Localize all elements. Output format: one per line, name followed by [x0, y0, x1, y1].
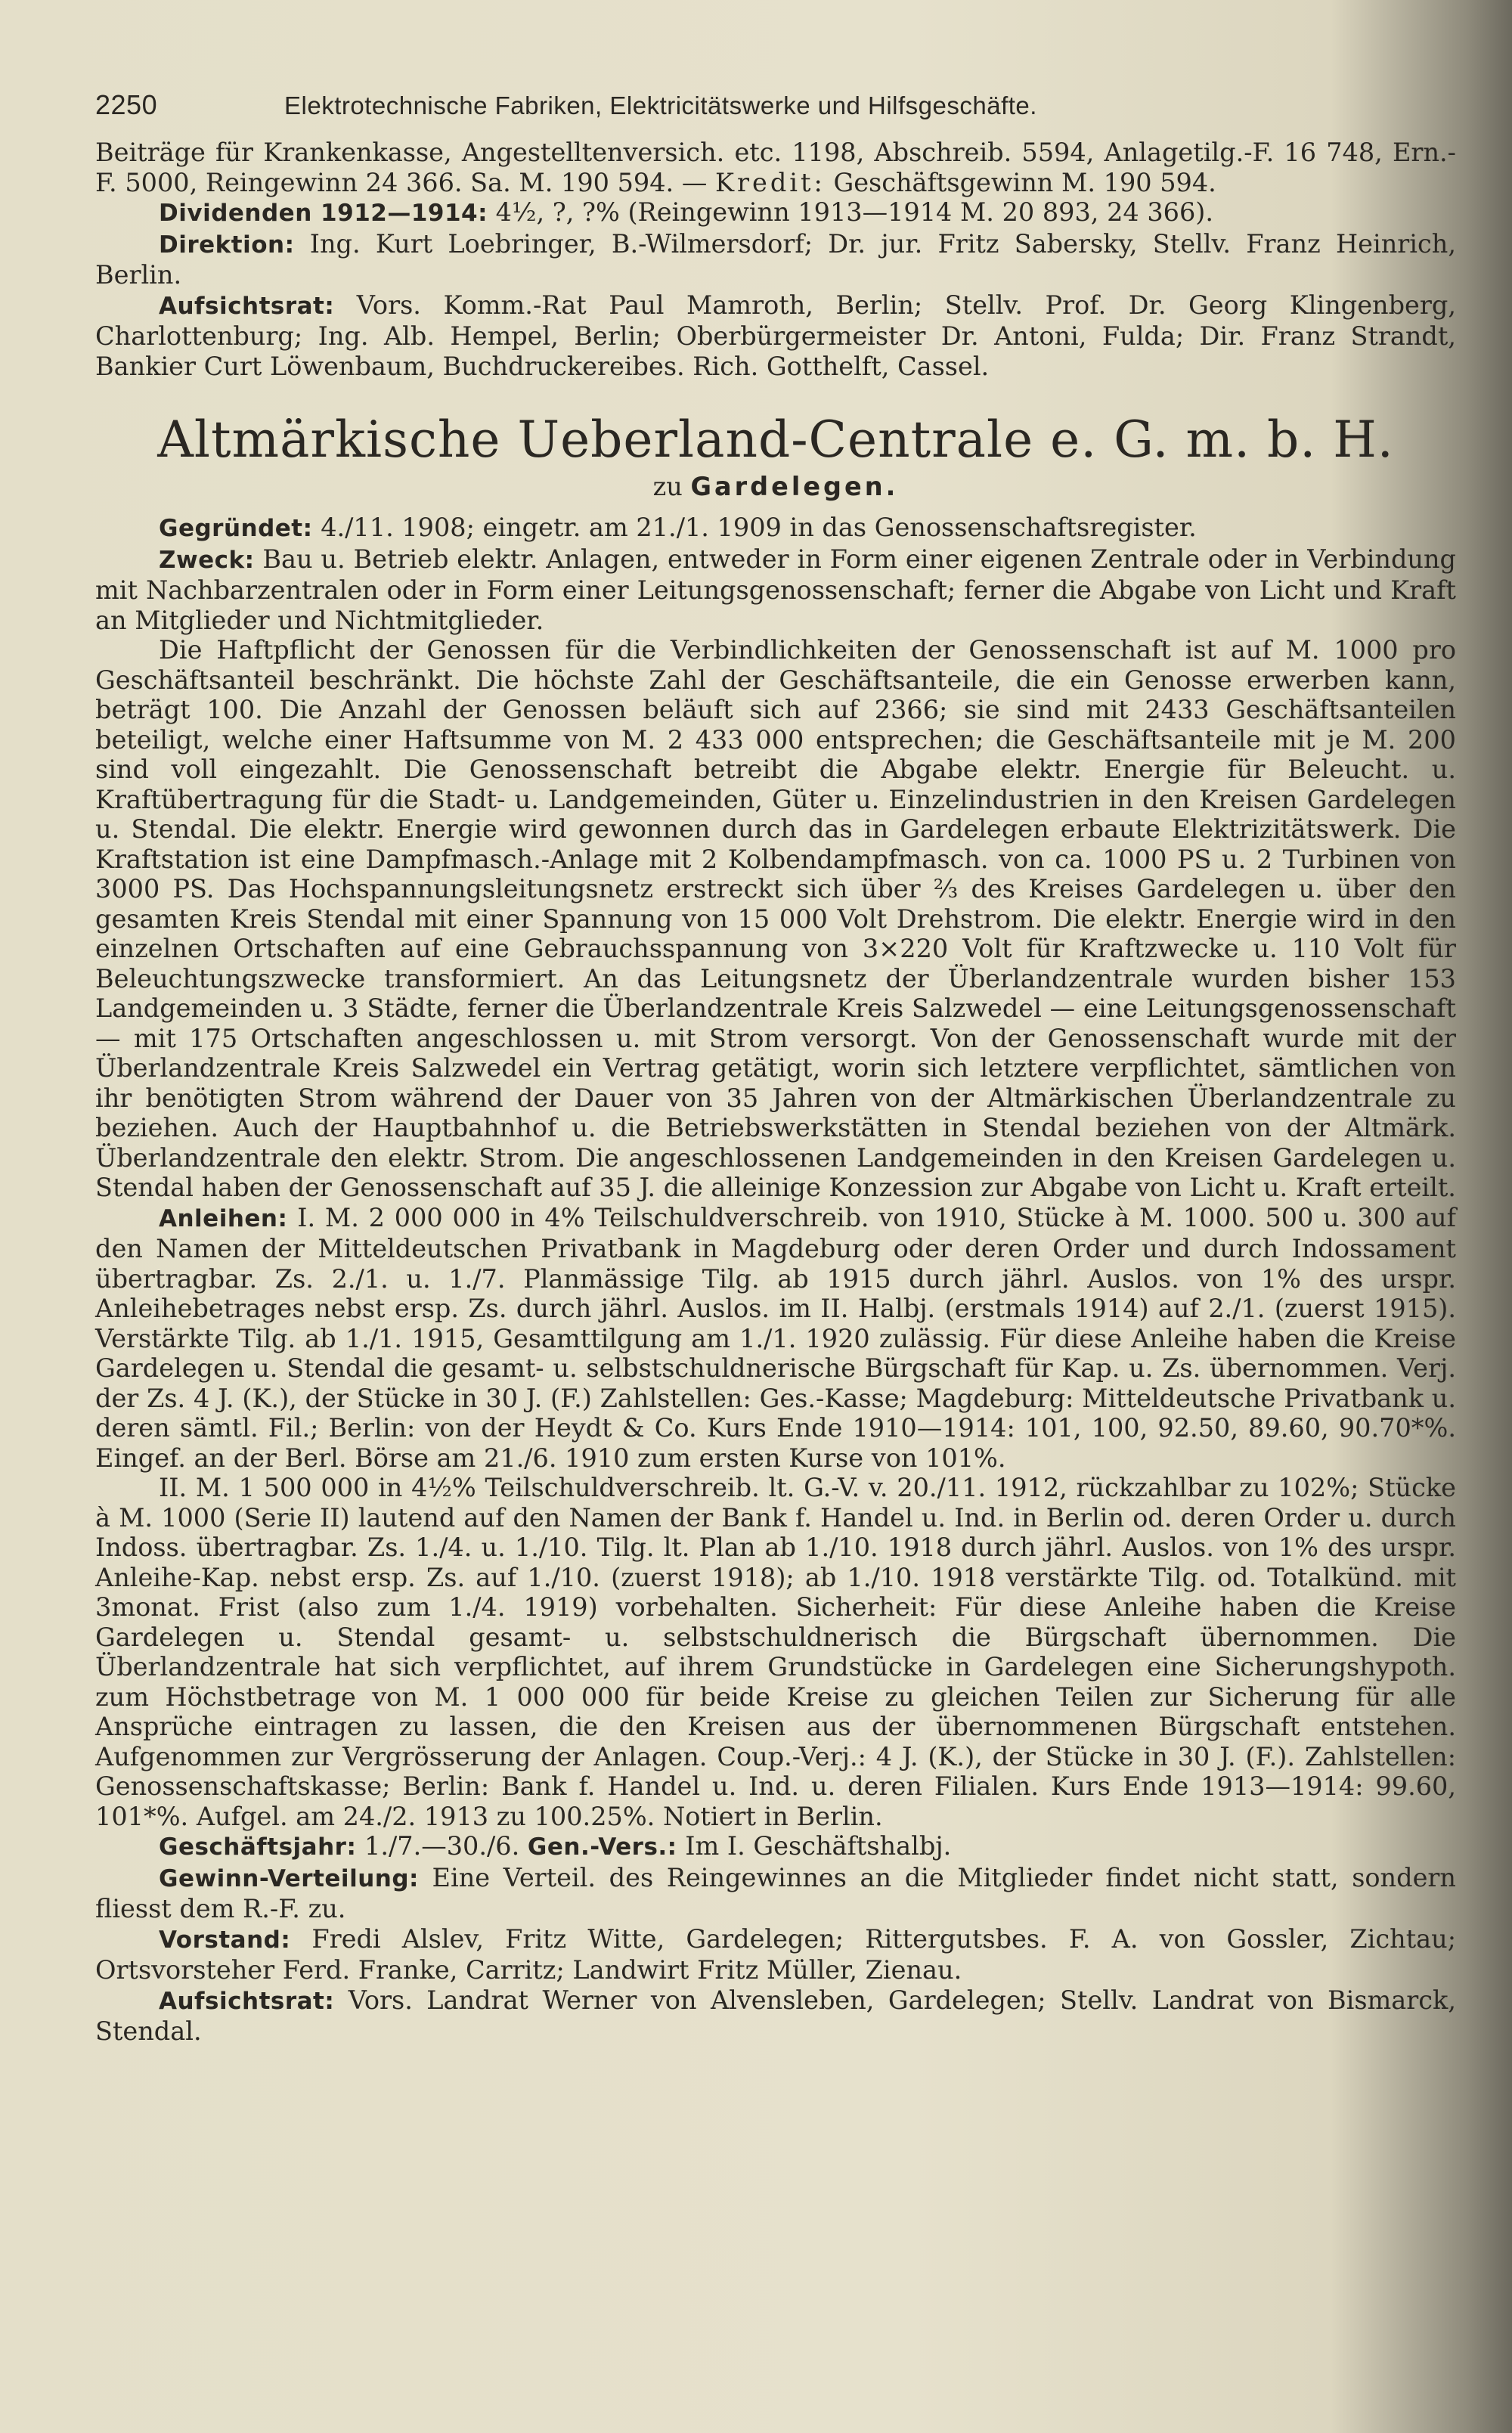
company-subtitle [95, 472, 1456, 502]
geschaeftsjahr-paragraph [95, 1831, 1456, 1863]
genvers-text: Im I. Geschäftshalbj. [685, 1831, 952, 1861]
aufsichtsrat-text: Vors. Landrat Werner von Alvensleben, Gardelegen; Stellv. Landrat von Bismarck, Stendal. [95, 1985, 1456, 2046]
gegruendet-text: 4./11. 1908; eingetr. am 21./1. 1909 in das Genossenschaftsregister. [321, 513, 1197, 542]
financial-summary-paragraph [95, 138, 1456, 197]
gegruendet-label: Gegründet: [159, 515, 313, 542]
running-title: Elektrotechnische Fabriken, Elektricitätswerke und Hilfsgeschäfte. [284, 91, 1037, 119]
aufsichtsrat-paragraph [95, 1985, 1456, 2047]
zweck-paragraph [95, 544, 1456, 636]
anleihen-text: I. M. 2 000 000 in 4% Teilschuldverschreib. von 1910, Stücke à M. 1000. 500 u. 300 auf den Namen der Mitteldeutschen Privatbank in Magdeburg oder deren Order und durch Indossament übertragbar. Zs. 2./1. u. 1./7. Planmässige Tilg. ab 1915 durch jährl. Auslos. von 1% des urspr. Anleihebetrages nebst ersp. Zs. durch jährl. Auslos. im II. Halbj. (erstmals 1914) auf 2./1. (zuerst 1915). Verstärkte Tilg. ab 1./1. 1915, Gesamttilgung am 1./1. 1920 zulässig. Für diese Anleihe haben die Kreise Gardelegen u. Stendal die gesamt- u. selbstschuldnerische Bürgschaft für Kap. u. Zs. übernommen. Verj. der Zs. 4 J. (K.), der Stücke in 30 J. (F.) Zahlstellen: Ges.-Kasse; Magdeburg: Mitteldeutsche Privatbank u. deren sämtl. Fil.; Berlin: von der Heydt & Co. Kurs Ende 1910—1914: 101, 100, 92.50, 89.60, 90.70*%. Eingef. an der Berl. Börse am 21./6. 1910 zum ersten Kurse von 101%. [95, 1202, 1456, 1473]
kredit-label: Kredit: [715, 167, 826, 197]
prev-aufsichtsrat-paragraph [95, 290, 1456, 382]
direktion-paragraph [95, 229, 1456, 290]
previous-entry-continuation [95, 138, 1456, 381]
page-number: 2250 [95, 89, 158, 120]
gewinn-verteilung-text: Eine Verteil. des Reingewinnes an die Mitglieder findet nicht statt, sondern fliesst dem R.-F. zu. [95, 1862, 1456, 1923]
dividenden-paragraph [95, 197, 1456, 229]
financial-summary-text: Beiträge für Krankenkasse, Angestelltenversich. etc. 1198, Abschreib. 5594, Anlagetilg.-F. 16 748, Ern.-F. 5000, Reingewinn 24 366. Sa. M. 190 594. — [95, 138, 1456, 197]
page-header [95, 89, 1456, 138]
dividenden-label: Dividenden 1912—1914: [159, 200, 488, 227]
zweck-label: Zweck: [159, 546, 255, 574]
prev-aufsichtsrat-text: Vors. Komm.-Rat Paul Mamroth, Berlin; Stellv. Prof. Dr. Georg Klingenberg, Charlottenburg; Ing. Alb. Hempel, Berlin; Oberbürgermeister Dr. Antoni, Fulda; Dir. Franz Strandt, Bankier Curt Löwenbaum, Buchdruckereibes. Rich. Gotthelft, Cassel. [95, 290, 1456, 381]
kredit-text: Geschäftsgewinn M. 190 594. [833, 167, 1216, 197]
subtitle-prefix: zu [652, 472, 683, 501]
aufsichtsrat-label: Aufsichtsrat: [159, 1987, 335, 2015]
prev-aufsichtsrat-label: Aufsichtsrat: [159, 292, 335, 320]
geschaeftsjahr-label: Geschäftsjahr: [159, 1833, 357, 1861]
company-title: Altmärkische Ueberland-Centrale e. G. m. b. H. [157, 411, 1394, 469]
subtitle-place: Gardelegen. [690, 472, 899, 501]
text-column [95, 89, 1456, 2047]
vorstand-label: Vorstand: [159, 1926, 291, 1954]
direktion-text: Ing. Kurt Loebringer, B.-Wilmersdorf; Dr. jur. Fritz Sabersky, Stellv. Franz Heinrich, Berlin. [95, 228, 1457, 290]
anleihen-label: Anleihen: [159, 1204, 288, 1232]
geschaeftsjahr-text: 1./7.—30./6. [364, 1831, 520, 1861]
anleihe-2-paragraph: II. M. 1 500 000 in 4½% Teilschuldverschreib. lt. G.-V. v. 20./11. 1912, rückzahlbar zu 102%; Stücke à M. 1000 (Serie II) lautend auf den Namen der Bank f. Handel u. Ind. in Berlin od. deren Order u. durch Indoss. übertragbar. Zs. 1./4. u. 1./10. Tilg. lt. Plan ab 1./10. 1918 durch jährl. Auslos. von 1% des urspr. Anleihe-Kap. nebst ersp. Zs. auf 1./10. (zuerst 1918); ab 1./10. 1918 verstärkte Tilg. od. Totalkünd. mit 3monat. Frist (also zum 1./4. 1919) vorbehalten. Sicherheit: Für diese Anleihe haben die Kreise Gardelegen u. Stendal gesamt- u. selbstschuldnerisch die Bürgschaft übernommen. Die Überlandzentrale hat sich verpflichtet, auf ihrem Grundstücke in Gardelegen eine Sicherungshypoth. zum Höchstbetrage von M. 1 000 000 für beide Kreise zu gleichen Teilen zur Sicherung für alle Ansprüche eintragen zu lassen, die den Kreisen aus der übernommenen Bürgschaft entstehen. Aufgenommen zur Vergrösserung der Anlagen. Coup.-Verj.: 4 J. (K.), der Stücke in 30 J. (F.). Zahlstellen: Genossenschaftskasse; Berlin: Bank f. Handel u. Ind. u. deren Filialen. Kurs Ende 1913—1914: 99.60, 101*%. Aufgel. am 24./2. 1913 zu 100.25%. Notiert in Berlin. [95, 1473, 1456, 1831]
vorstand-text: Fredi Alslev, Fritz Witte, Gardelegen; Rittergutsbes. F. A. von Gossler, Zichtau; Ortsvorsteher Ferd. Franke, Carritz; Landwirt Fritz Müller, Zienau. [95, 1923, 1456, 1985]
zweck-text: Bau u. Betrieb elektr. Anlagen, entweder in Form einer eigenen Zentrale oder in Verbindung mit Nachbarzentralen oder in Form einer Leitungsgenossenschaft; ferner die Abgabe von Licht und Kraft an Mitglieder und Nichtmitglieder. [95, 544, 1456, 635]
gewinn-verteilung-label: Gewinn-Verteilung: [159, 1864, 419, 1892]
direktion-label: Direktion: [159, 231, 295, 259]
haftpflicht-paragraph: Die Haftpflicht der Genossen für die Verbindlichkeiten der Genossenschaft ist auf M. 1000 pro Geschäftsanteil beschränkt. Die höchste Zahl der Geschäftsanteile, die ein Genosse erwerben kann, beträgt 100. Die Anzahl der Genossen beläuft sich auf 2366; sie sind mit 2433 Geschäftsanteilen beteiligt, welche einer Haftsumme von M. 2 433 000 entsprechen; die Geschäftsanteile mit je M. 200 sind voll eingezahlt. Die Genossenschaft betreibt die Abgabe elektr. Energie für Beleucht. u. Kraftübertragung für die Stadt- u. Landgemeinden, Güter u. Einzelindustrien in den Kreisen Gardelegen u. Stendal. Die elektr. Energie wird gewonnen durch das in Gardelegen erbaute Elektrizitätswerk. Die Kraftstation ist eine Dampfmasch.-Anlage mit 2 Kolbendampfmasch. von ca. 1000 PS u. 2 Turbinen von 3000 PS. Das Hochspannungsleitungsnetz erstreckt sich über ⅔ des Kreises Gardelegen u. über den gesamten Kreis Stendal mit einer Spannung von 15 000 Volt Drehstrom. Die elektr. Energie wird in den einzelnen Ortschaften auf eine Gebrauchsspannung von 3×220 Volt für Kraftzwecke u. 110 Volt für Beleuchtungszwecke transformiert. An das Leitungsnetz der Überlandzentrale wurden bisher 153 Landgemeinden u. 3 Städte, ferner die Überlandzentrale Kreis Salzwedel — eine Leitungsgenossenschaft — mit 175 Ortschaften angeschlossen u. mit Strom versorgt. Von der Genossenschaft wurde mit der Überlandzentrale Kreis Salzwedel ein Vertrag getätigt, worin sich letztere verpflichtet, sämtlichen von ihr benötigten Strom während der Dauer von 35 Jahren von der Altmärkischen Überlandzentrale zu beziehen. Auch der Hauptbahnhof u. die Betriebswerkstätten in Stendal beziehen von der Altmärk. Überlandzentrale den elektr. Strom. Die angeschlossenen Landgemeinden in den Kreisen Gardelegen u. Stendal haben der Genossenschaft auf 35 J. die alleinige Konzession zur Abgabe von Licht u. Kraft erteilt. [95, 635, 1456, 1202]
vorstand-paragraph [95, 1924, 1456, 1985]
anleihen-paragraph [95, 1203, 1456, 1474]
gegruendet-paragraph [95, 513, 1456, 544]
company-entry [95, 513, 1456, 2047]
dividenden-text: 4½, ?, ?% (Reingewinn 1913—1914 M. 20 893, 24 366). [495, 197, 1214, 227]
genvers-label: Gen.-Vers.: [527, 1833, 677, 1861]
gewinn-verteilung-paragraph [95, 1863, 1456, 1924]
